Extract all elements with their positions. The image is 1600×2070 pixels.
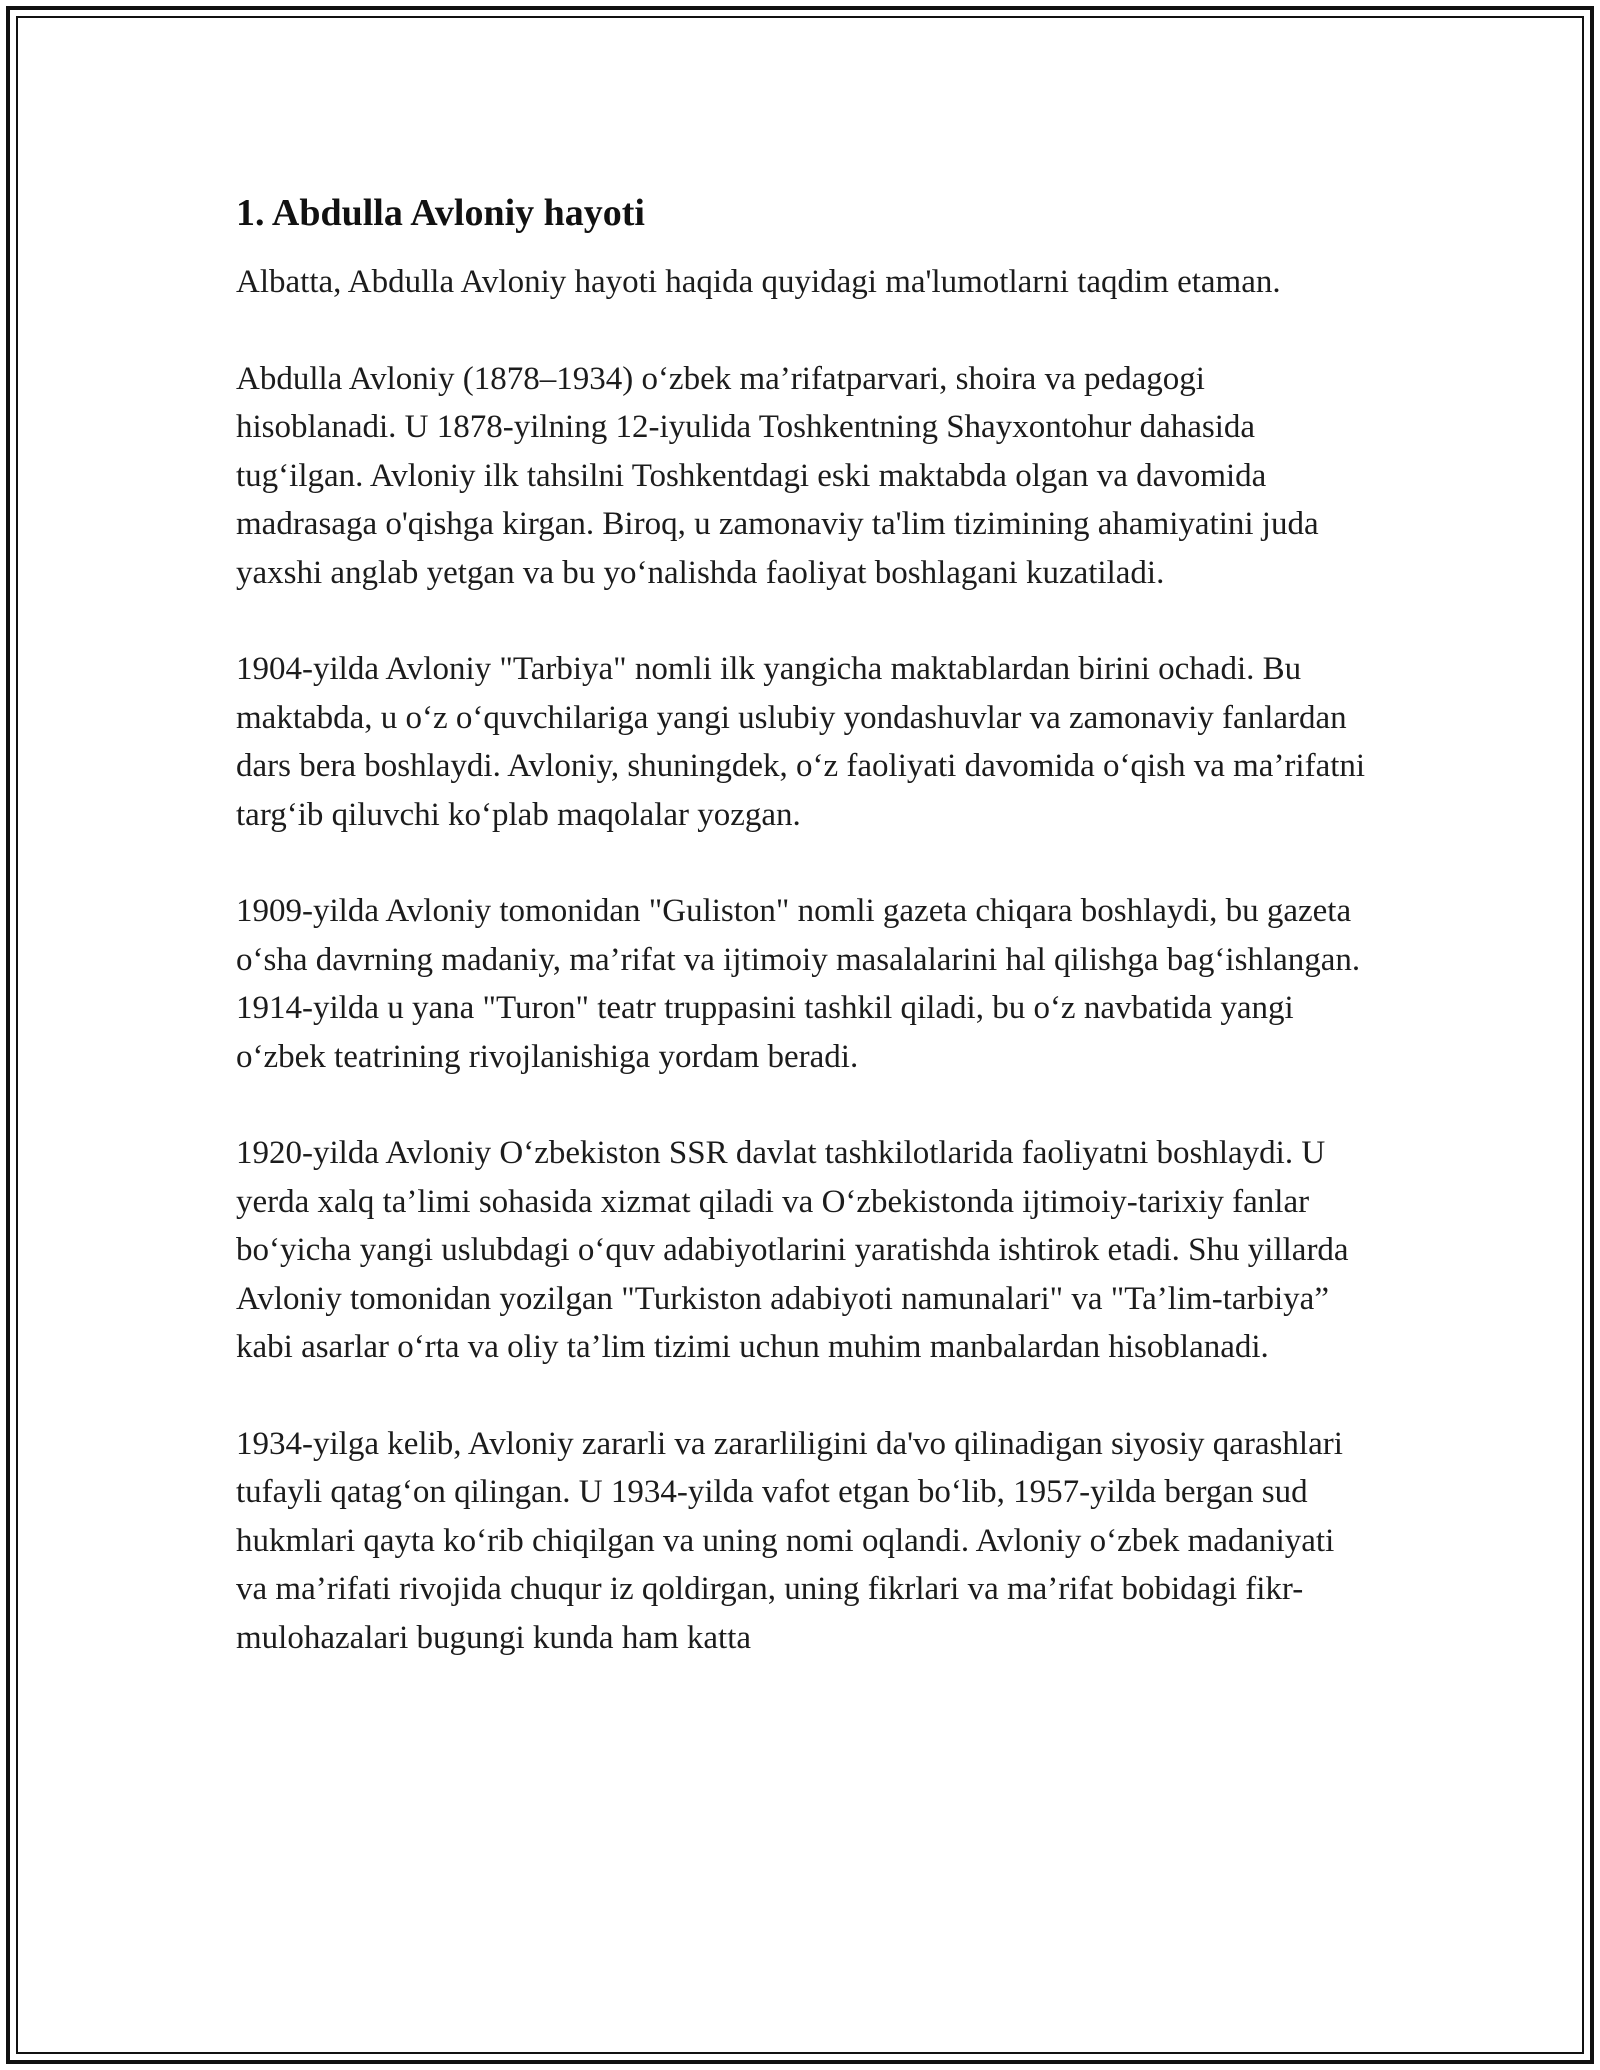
paragraph-repression-1934: 1934-yilga kelib, Avloniy zararli va zararliligini da'vo qilinadigan siyosiy qarashlari tufayli qatag‘on qilingan. U 1934-yilda vafot etgan bo‘lib, 1957-yilda bergan sud hukmlari qayta ko‘rib chiqilgan va uning nomi oqlandi. Avloniy o‘zbek madaniyati va ma’rifati rivojida chuqur iz qoldirgan, uning fikrlari va ma’rifat bobidagi fikr-mulohazalari bugungi kunda ham katta (236, 1425, 1343, 1656)
paragraph-intro: Albatta, Abdulla Avloniy hayoti haqida quyidagi ma'lumotlarni taqdim etaman. (236, 264, 1281, 300)
paragraph-gazette-1909: 1909-yilda Avloniy tomonidan "Guliston" nomli gazeta chiqara boshlaydi, bu gazeta o‘sha davrning madaniy, ma’rifat va ijtimoiy masalalarini hal qilishga bag‘ishlangan. 1914-yilda u yana "Turon" teatr truppasini tashkil qiladi, bu o‘z navbatida yangi o‘zbek teatrining rivojlanishiga yordam beradi. (236, 893, 1361, 1075)
document-body (236, 188, 1366, 1710)
paragraph-career-1920: 1920-yilda Avloniy O‘zbekiston SSR davlat tashkilotlarida faoliyatni boshlaydi. U yerda xalq ta’limi sohasida xizmat qiladi va O‘zbekistonda ijtimoiy-tarixiy fanlar bo‘yicha yangi uslubdagi o‘quv adabiyotlarini yaratishda ishtirok etadi. Shu yillarda Avloniy tomonidan yozilgan "Turkiston adabiyoti namunalari" va "Ta’lim-tarbiya” kabi asarlar o‘rta va oliy ta’lim tizimi uchun muhim manbalardan hisoblanadi. (236, 1135, 1349, 1365)
paragraph-early-life: Abdulla Avloniy (1878–1934) o‘zbek ma’rifatparvari, shoira va pedagogi hisoblanadi. U 1878-yilning 12-iyulida Toshkentning Shayxontohur dahasida tug‘ilgan. Avloniy ilk tahsilni Toshkentdagi eski maktabda olgan va davomida madrasaga o'qishga kirgan. Biroq, u zamonaviy ta'lim tizimining ahamiyatini juda yaxshi anglab yetgan va bu yo‘nalishda faoliyat boshlagani kuzatiladi. (236, 360, 1319, 591)
paragraph-school-1904: 1904-yilda Avloniy "Tarbiya" nomli ilk yangicha maktablardan birini ochadi. Bu maktabda, u o‘z o‘quvchilariga yangi uslubiy yondashuvlar va zamonaviy fanlardan dars bera boshlaydi. Avloniy, shuningdek, o‘z faoliyati davomida o‘qish va ma’rifatni targ‘ib qiluvchi ko‘plab maqolalar yozgan. (236, 651, 1366, 833)
section-heading: 1. Abdulla Avloniy hayoti (236, 192, 645, 234)
